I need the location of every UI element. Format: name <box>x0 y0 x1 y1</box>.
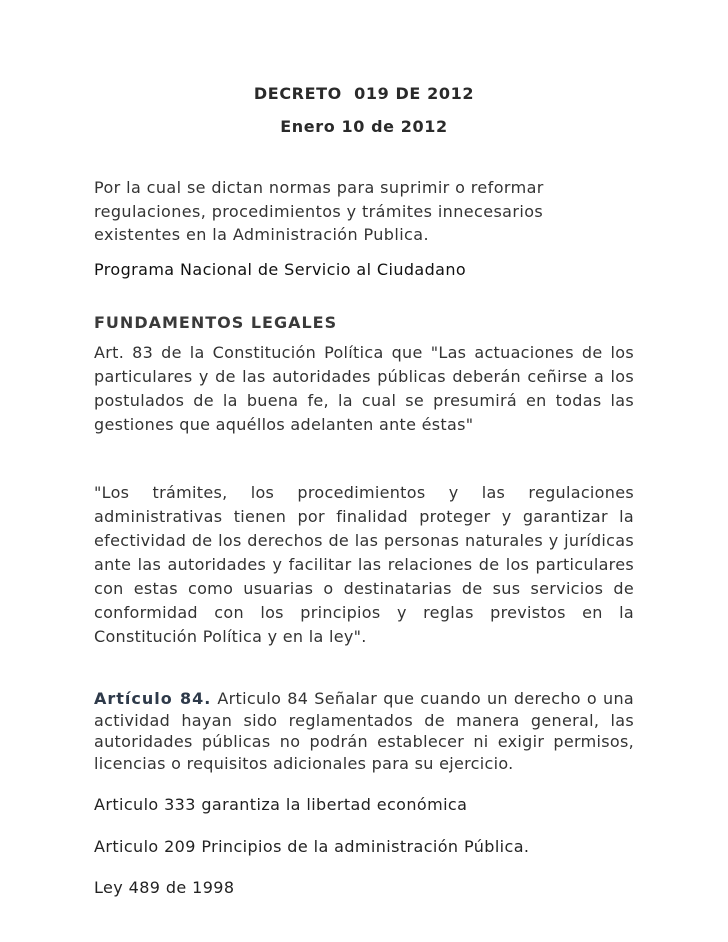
article-84-paragraph <box>94 688 634 774</box>
intro-line: Por la cual se dictan normas para suprimir o reformar <box>94 178 544 197</box>
article-333-line: Articulo 333 garantiza la libertad económica <box>94 795 468 814</box>
article-84-label: Artículo 84. <box>94 689 212 708</box>
article-84-text: Articulo 84 Señalar que cuando un derecho o una actividad hayan sido reglamentados de manera general, las autoridades públicas no podrán establecer ni exigir permisos, licencias o requisitos adicionales para su ejercicio. <box>94 689 634 773</box>
article-83-paragraph: Art. 83 de la Constitución Política que "Las actuaciones de los particulares y de las autoridades públicas deberán ceñirse a los postulados de la buena fe, la cual se presumirá en todas las gestiones que aquéllos adelanten ante éstas" <box>94 343 634 434</box>
article-209-line: Articulo 209 Principios de la administración Pública. <box>94 837 530 856</box>
decree-title: DECRETO 019 DE 2012 <box>253 84 475 103</box>
decree-date: Enero 10 de 2012 <box>280 117 448 136</box>
ley-489-line: Ley 489 de 1998 <box>94 878 235 897</box>
intro-line: regulaciones, procedimientos y trámites innecesarios <box>94 201 544 221</box>
section-heading: FUNDAMENTOS LEGALES <box>94 313 338 332</box>
intro-line: existentes en la Administración Publica. <box>94 225 429 244</box>
decree-intro <box>94 176 634 247</box>
programa-line: Programa Nacional de Servicio al Ciudadano <box>94 260 467 279</box>
quote-paragraph: "Los trámites, los procedimientos y las regulaciones administrativas tienen por finalidad proteger y garantizar la efectividad de los derechos de las personas naturales y jurídicas ante las autoridades y facilitar las relaciones de los particulares con estas como usuarias o destinatarias de sus servicios de conformidad con los principios y reglas previstos en la Constitución Política y en la ley". <box>94 483 634 646</box>
